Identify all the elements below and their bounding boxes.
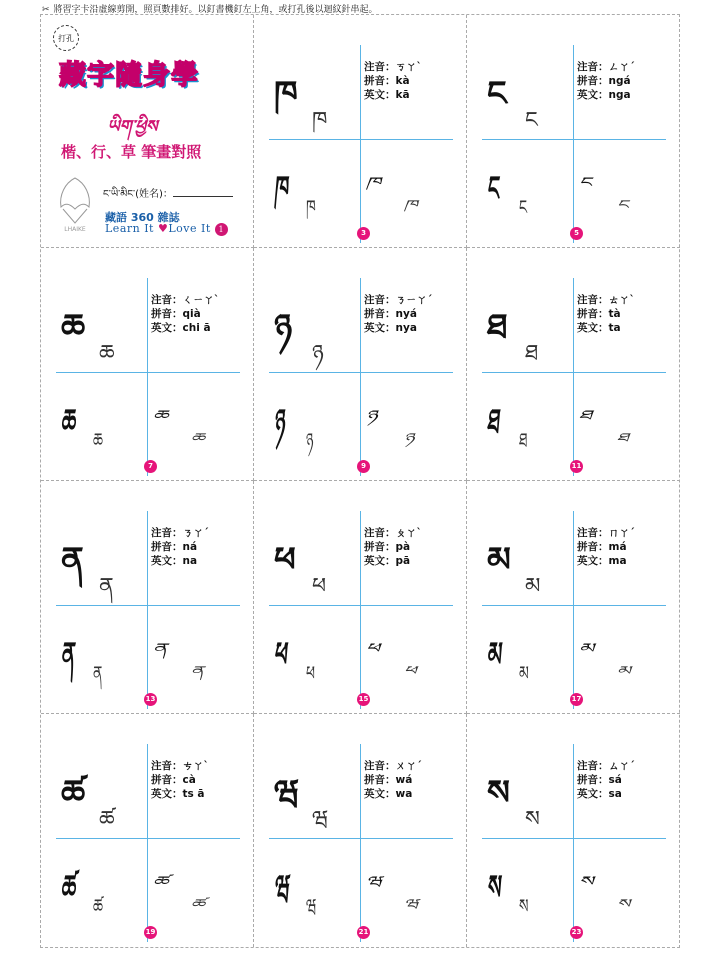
zhuyin-value: ㄨㄚˊ <box>395 760 422 772</box>
guide-line-horizontal <box>482 372 666 373</box>
pinyin-label: 拼音： <box>364 75 396 87</box>
heart-icon: ♥ <box>157 222 169 235</box>
guide-line-horizontal <box>269 605 453 606</box>
glyph-cursive: ཐ <box>486 402 502 442</box>
pinyin-value: nyá <box>395 308 417 320</box>
slogan <box>105 222 228 236</box>
zhuyin-row <box>151 759 209 773</box>
pinyin-value: pà <box>395 541 411 553</box>
guide-line-vertical <box>573 511 574 709</box>
glyph-print-strokes: ཚ <box>99 807 115 832</box>
glyph-cursive-strokes: མ <box>519 661 529 685</box>
glyph-cursive-strokes: ཐ <box>519 428 528 452</box>
letter-card <box>467 15 680 248</box>
glyph-print-strokes: ང <box>525 108 538 133</box>
pinyin-row <box>364 773 422 787</box>
glyph-cursive: ཕ <box>273 635 290 675</box>
pronunciation-info <box>364 60 422 102</box>
instruction-text: 將習字卡沿虛線剪開，照頁數排好。以釘書機釘左上角，或打孔後以迴紋針串起。 <box>53 5 378 15</box>
english-label: 英文： <box>364 322 396 334</box>
guide-line-vertical <box>147 744 148 942</box>
glyph-cursive-strokes: ང <box>519 195 528 219</box>
scissors-icon: ✂ <box>42 5 50 15</box>
glyph-grass: མ <box>577 641 599 657</box>
english-value: nya <box>395 322 417 334</box>
page-number-badge: 5 <box>570 227 583 240</box>
svg-text:LHAIKE: LHAIKE <box>64 226 86 233</box>
zhuyin-row <box>577 526 635 540</box>
letter-card <box>41 714 254 947</box>
glyph-grass: ན <box>151 641 172 657</box>
zhuyin-value: ㄊㄚˋ <box>608 294 635 306</box>
page-number-badge: 15 <box>357 693 370 706</box>
english-value: wa <box>395 788 413 800</box>
zhuyin-row <box>364 293 432 307</box>
letter-card <box>41 248 254 481</box>
guide-line-vertical <box>573 744 574 942</box>
zhuyin-label: 注音： <box>364 760 396 772</box>
page-number-badge: 9 <box>357 460 370 473</box>
slogan-love: Love It <box>168 222 211 235</box>
glyph-print-strokes: ཕ <box>312 574 327 599</box>
pinyin-value: qià <box>182 308 201 320</box>
glyph-grass: ཆ <box>151 408 173 424</box>
zhuyin-label: 注音： <box>577 760 609 772</box>
english-row <box>151 321 219 335</box>
pronunciation-info <box>577 293 635 335</box>
guide-line-vertical <box>360 511 361 709</box>
glyph-print-strokes: ཝ <box>312 807 329 832</box>
pinyin-row <box>364 307 432 321</box>
english-row <box>577 321 635 335</box>
english-value: sa <box>608 788 622 800</box>
pinyin-row <box>577 773 635 787</box>
letter-card <box>254 15 467 248</box>
pinyin-row <box>151 307 219 321</box>
zhuyin-value: ㄥㄚˊ <box>608 61 635 73</box>
glyph-cursive: ཁ <box>273 169 291 209</box>
letter-card <box>254 248 467 481</box>
cover-card <box>41 15 254 248</box>
english-label: 英文： <box>577 788 609 800</box>
pronunciation-info <box>364 526 422 568</box>
pinyin-label: 拼音： <box>577 308 609 320</box>
pinyin-label: 拼音： <box>364 774 396 786</box>
zhuyin-value: ㄘㄚˋ <box>182 760 209 772</box>
zhuyin-row <box>577 759 635 773</box>
glyph-grass: ང <box>577 175 596 191</box>
english-label: 英文： <box>577 89 609 101</box>
english-label: 英文： <box>364 89 396 101</box>
glyph-print: ཁ <box>274 74 298 114</box>
zhuyin-value: ㄇㄚˊ <box>608 527 635 539</box>
page-number-badge: 7 <box>144 460 157 473</box>
pinyin-label: 拼音： <box>364 541 396 553</box>
magazine-name: 藏語 360 雜誌 <box>105 211 180 224</box>
glyph-grass: ས <box>577 874 598 890</box>
glyph-print: ཚ <box>61 773 86 813</box>
pinyin-value: ná <box>182 541 198 553</box>
letter-card <box>254 481 467 714</box>
english-row <box>577 787 635 801</box>
glyph-print-strokes: ཆ <box>99 341 115 366</box>
zhuyin-label: 注音： <box>364 294 396 306</box>
pronunciation-info <box>364 759 422 801</box>
pronunciation-info <box>577 60 635 102</box>
pinyin-row <box>577 540 635 554</box>
glyph-cursive-strokes: ས <box>519 894 529 918</box>
pinyin-value: má <box>608 541 627 553</box>
page-number-badge: 3 <box>357 227 370 240</box>
glyph-print: ཐ <box>487 307 508 347</box>
english-label: 英文： <box>577 555 609 567</box>
page-number-badge: 11 <box>570 460 583 473</box>
glyph-print: ཆ <box>61 307 86 347</box>
pinyin-label: 拼音： <box>364 308 396 320</box>
name-field <box>103 183 233 211</box>
pinyin-value: sá <box>608 774 622 786</box>
pronunciation-info <box>151 293 219 335</box>
pinyin-label: 拼音： <box>151 774 183 786</box>
guide-line-vertical <box>360 45 361 243</box>
english-value: pā <box>395 555 411 567</box>
zhuyin-label: 注音： <box>364 61 396 73</box>
pinyin-row <box>151 773 209 787</box>
pronunciation-info <box>364 293 432 335</box>
english-row <box>364 321 432 335</box>
zhuyin-value: ㄑㄧㄚˋ <box>182 294 220 306</box>
glyph-grass: ཉ <box>364 408 382 424</box>
pinyin-row <box>364 540 422 554</box>
pinyin-label: 拼音： <box>577 541 609 553</box>
glyph-grass-strokes: ཝ <box>402 896 423 911</box>
zhuyin-row <box>364 60 422 74</box>
glyph-print: ཕ <box>274 540 296 580</box>
glyph-print: མ <box>487 540 511 580</box>
letter-card <box>467 248 680 481</box>
glyph-grass-strokes: མ <box>615 663 635 678</box>
slogan-learn: Learn It <box>105 222 154 235</box>
glyph-print-strokes: ཁ <box>312 108 328 133</box>
english-label: 英文： <box>364 788 396 800</box>
pinyin-label: 拼音： <box>577 75 609 87</box>
letter-card <box>41 481 254 714</box>
glyph-cursive-strokes: ཆ <box>93 428 103 452</box>
english-label: 英文： <box>151 322 183 334</box>
zhuyin-row <box>364 759 422 773</box>
pinyin-value: kà <box>395 75 410 87</box>
glyph-grass-strokes: ཕ <box>402 663 421 678</box>
glyph-print-strokes: ཉ <box>312 341 324 366</box>
english-row <box>577 554 635 568</box>
zhuyin-label: 注音： <box>151 527 183 539</box>
zhuyin-label: 注音： <box>364 527 396 539</box>
guide-line-vertical <box>147 278 148 476</box>
glyph-print: ཉ <box>274 307 293 347</box>
glyph-grass-strokes: ཚ <box>189 896 210 911</box>
glyph-cursive-strokes: ཕ <box>306 661 315 685</box>
english-label: 英文： <box>151 555 183 567</box>
zhuyin-row <box>577 60 635 74</box>
zhuyin-row <box>364 526 422 540</box>
zhuyin-value: ㄋㄧㄚˊ <box>395 294 433 306</box>
glyph-grass-strokes: ང <box>615 197 633 212</box>
page-number-badge: 21 <box>357 926 370 939</box>
glyph-print-strokes: མ <box>525 574 541 599</box>
pinyin-row <box>577 74 635 88</box>
zhuyin-value: ㄋㄚˊ <box>182 527 209 539</box>
glyph-print: ན <box>61 540 84 580</box>
english-value: na <box>182 555 198 567</box>
letter-card <box>254 714 467 947</box>
guide-line-vertical <box>573 278 574 476</box>
glyph-grass-strokes: ན <box>189 663 209 678</box>
glyph-grass: ཚ <box>151 874 173 890</box>
cover-title: 藏字隨身學 <box>59 60 199 91</box>
zhuyin-row <box>151 526 209 540</box>
page-number-badge: 1 <box>215 223 228 236</box>
pinyin-value: tà <box>608 308 621 320</box>
zhuyin-value: ㄎㄚˋ <box>395 61 422 73</box>
glyph-cursive: ས <box>486 868 504 908</box>
zhuyin-label: 注音： <box>577 527 609 539</box>
pinyin-value: ngá <box>608 75 631 87</box>
glyph-cursive-strokes: ན <box>93 661 103 685</box>
zhuyin-value: ㄆㄚˋ <box>395 527 422 539</box>
page-number-badge: 19 <box>144 926 157 939</box>
guide-line-vertical <box>360 744 361 942</box>
glyph-grass-strokes: ཉ <box>402 430 419 445</box>
glyph-print: ང <box>487 74 507 114</box>
lhaike-bird-logo <box>55 173 95 233</box>
glyph-print: ཝ <box>274 773 300 813</box>
name-label: ང་ཡི་མིང་(姓名)： <box>103 189 173 200</box>
glyph-cursive-strokes: ཉ <box>306 428 314 452</box>
tibetan-logo: ཡིག་ཕྱིས <box>107 117 158 137</box>
name-blank-line <box>173 196 233 197</box>
english-row <box>151 787 209 801</box>
glyph-cursive: ཆ <box>60 402 78 442</box>
pinyin-label: 拼音： <box>577 774 609 786</box>
pinyin-value: cà <box>182 774 196 786</box>
glyph-cursive: ན <box>60 635 78 675</box>
pinyin-value: wá <box>395 774 413 786</box>
english-row <box>151 554 209 568</box>
glyph-grass: ཕ <box>364 641 385 657</box>
pronunciation-info <box>151 759 209 801</box>
english-value: kā <box>395 89 410 101</box>
pronunciation-info <box>151 526 209 568</box>
glyph-print-strokes: ས <box>525 807 540 832</box>
english-value: ma <box>608 555 627 567</box>
zhuyin-row <box>151 293 219 307</box>
zhuyin-label: 注音： <box>577 61 609 73</box>
punch-hole-marker: 打孔 <box>53 25 79 51</box>
pronunciation-info <box>577 526 635 568</box>
zhuyin-label: 注音： <box>151 294 183 306</box>
pinyin-row <box>577 307 635 321</box>
guide-line-horizontal <box>269 372 453 373</box>
english-row <box>364 554 422 568</box>
glyph-cursive-strokes: ཚ <box>93 894 103 918</box>
pinyin-row <box>364 74 422 88</box>
glyph-cursive: ང <box>486 169 502 209</box>
english-label: 英文： <box>151 788 183 800</box>
english-value: ts ā <box>182 788 205 800</box>
pinyin-row <box>151 540 209 554</box>
english-value: chi ā <box>182 322 211 334</box>
glyph-cursive-strokes: ཝ <box>306 894 317 918</box>
glyph-print-strokes: ཐ <box>525 341 539 366</box>
page-number-badge: 13 <box>144 693 157 706</box>
zhuyin-label: 注音： <box>151 760 183 772</box>
pinyin-label: 拼音： <box>151 308 183 320</box>
guide-line-horizontal <box>482 139 666 140</box>
glyph-grass: ཝ <box>364 874 387 890</box>
page-number-badge: 23 <box>570 926 583 939</box>
page-number-badge: 17 <box>570 693 583 706</box>
glyph-grass-strokes: ཐ <box>615 430 634 445</box>
cover-subtitle: 楷、行、草 筆畫對照 <box>61 143 202 161</box>
guide-line-vertical <box>573 45 574 243</box>
letter-card <box>467 481 680 714</box>
letter-card <box>467 714 680 947</box>
zhuyin-value: ㄙㄚˊ <box>608 760 635 772</box>
glyph-grass-strokes: ཆ <box>189 430 210 445</box>
glyph-cursive: མ <box>486 635 504 675</box>
glyph-cursive: ཉ <box>273 402 288 442</box>
glyph-grass-strokes: ས <box>615 896 635 911</box>
english-row <box>577 88 635 102</box>
guide-line-vertical <box>360 278 361 476</box>
zhuyin-label: 注音： <box>577 294 609 306</box>
pinyin-label: 拼音： <box>151 541 183 553</box>
english-row <box>364 88 422 102</box>
pronunciation-info <box>577 759 635 801</box>
glyph-grass: ཐ <box>577 408 597 424</box>
glyph-grass-strokes: ཁ <box>402 197 422 212</box>
zhuyin-row <box>577 293 635 307</box>
glyph-print-strokes: ན <box>99 574 114 599</box>
english-row <box>364 787 422 801</box>
guide-line-vertical <box>147 511 148 709</box>
glyph-cursive: ཚ <box>60 868 78 908</box>
glyph-cursive: ཝ <box>273 868 292 908</box>
english-label: 英文： <box>577 322 609 334</box>
english-value: nga <box>608 89 631 101</box>
glyph-grass: ཁ <box>364 175 386 191</box>
glyph-cursive-strokes: ཁ <box>306 195 316 219</box>
english-value: ta <box>608 322 621 334</box>
glyph-print: ས <box>487 773 510 813</box>
flashcard-sheet <box>40 14 680 948</box>
english-label: 英文： <box>364 555 396 567</box>
